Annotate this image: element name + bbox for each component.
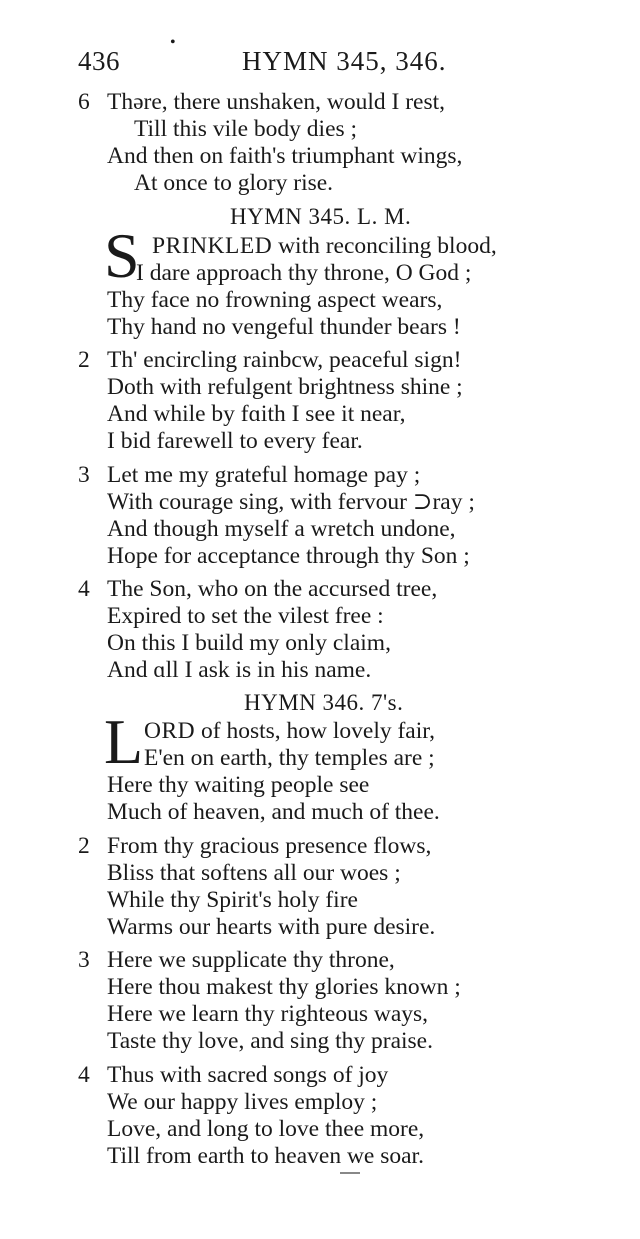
verse-line: With courage sing, with fervour ⊃ray ; [107,489,475,515]
verse-line: I bid farewell to every fear. [107,428,363,454]
verse-line: Warms our hearts with pure desire. [107,914,436,940]
verse-number: 3 [78,947,90,973]
verse-line: Till this vile body dies ; [134,116,358,142]
verse-line: We our happy lives employ ; [107,1089,378,1115]
verse-number: 3 [78,462,90,488]
verse-line: Thy face no frowning aspect wears, [107,287,443,313]
first-line-rest: of hosts, how lovely fair, [195,718,436,744]
verse-line: Thus with sacred songs of joy [107,1062,389,1088]
verse-line: Hope for acceptance through thy Son ; [107,543,470,569]
verse-line: Here thou makest thy glories known ; [107,974,461,1000]
verse-line: On this I build my only claim, [107,630,391,656]
first-line [144,717,435,745]
verse-line: Till from earth to heaven we soar. [107,1143,424,1169]
verse-line: Thy hand no vengeful thunder bears ! [107,314,461,340]
verse-line: Let me my grateful homage pay ; [107,462,421,488]
first-line [152,232,497,260]
hymn-title: HYMN 346. 7's. [244,690,404,715]
verse-line: Much of heaven, and much of thee. [107,799,440,825]
verse-number: 4 [78,576,90,602]
hymn-title: HYMN 345. L. M. [230,204,412,229]
verse-number: 2 [78,833,90,859]
verse-line: Here we learn thy righteous ways, [107,1001,429,1027]
verse-line: Taste thy love, and sing thy praise. [107,1028,433,1054]
verse-line: Thəre, there unshaken, would I rest, [107,89,446,115]
verse-line: Doth with refulgent brightness shine ; [107,374,463,400]
first-line-rest: with reconciling blood, [272,233,497,259]
drop-cap: S [104,220,140,291]
page-number: 436 [78,46,120,76]
ink-dot: • [170,34,177,51]
verse-line: Here we supplicate thy throne, [107,947,395,973]
verse-line: Th' encircling rainbcw, peaceful sign! [107,347,462,373]
verse-number: 6 [78,89,90,115]
verse-line: The Son, who on the accursed tree, [107,576,438,602]
drop-cap: L [104,706,144,777]
first-word: ORD [144,718,196,744]
verse-line: E'en on earth, thy temples are ; [144,745,435,771]
first-word: PRINKLED [152,233,273,259]
verse-line: While thy Spirit's holy fire [107,887,358,913]
running-title: HYMN 345, 346. [242,46,447,76]
verse-line: And though myself a wretch undone, [107,516,456,542]
verse-line: I dare approach thy throne, O God ; [136,260,472,286]
verse-line: Expired to set the vilest free : [107,603,384,629]
page-header [78,34,558,82]
verse-line: And ɑll I ask is in his name. [107,657,372,683]
verse-line: Bliss that softens all our woes ; [107,860,401,886]
footer-mark [340,1172,360,1174]
verse-line: At once to glory rise. [134,170,334,196]
verse-line: And then on faith's triumphant wings, [107,143,463,169]
verse-line: Love, and long to love thee more, [107,1116,425,1142]
verse-number: 2 [78,347,90,373]
verse-line: From thy gracious presence flows, [107,833,432,859]
verse-number: 4 [78,1062,90,1088]
verse-line: And while by fɑith I see it near, [107,401,406,427]
verse-line: Here thy waiting people see [107,772,370,798]
